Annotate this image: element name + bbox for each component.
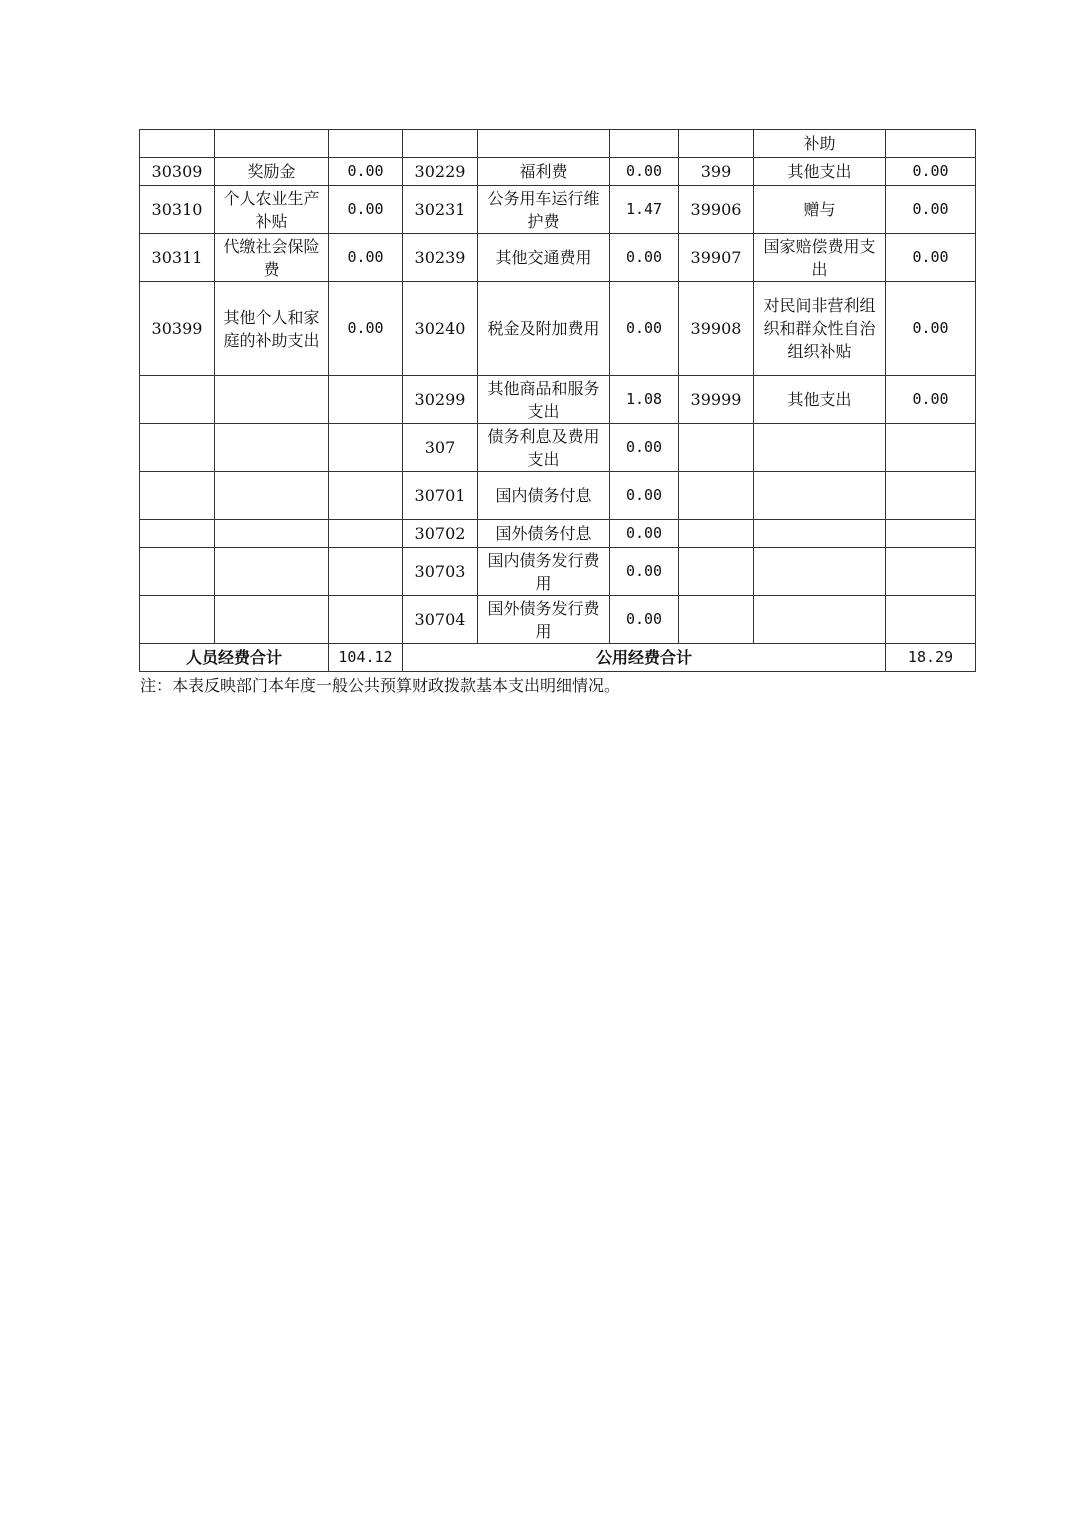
- amount-cell: [329, 376, 403, 424]
- subject-name-cell: 公务用车运行维护费: [478, 186, 610, 234]
- table-row: [140, 472, 976, 520]
- table-row: [140, 520, 976, 548]
- amount-cell: [886, 472, 976, 520]
- subject-name-cell: 税金及附加费用: [478, 282, 610, 376]
- table-row: [140, 234, 976, 282]
- subject-name-cell: [754, 424, 886, 472]
- amount-cell: [329, 472, 403, 520]
- subject-code-cell: [140, 548, 215, 596]
- subject-name-cell: [215, 548, 329, 596]
- amount-cell: [886, 424, 976, 472]
- amount-cell: 0.00: [610, 158, 679, 186]
- subject-code-cell: 30701: [403, 472, 478, 520]
- subject-code-cell: 30299: [403, 376, 478, 424]
- subject-name-cell: 赠与: [754, 186, 886, 234]
- subject-code-cell: [140, 424, 215, 472]
- subject-name-cell: [754, 596, 886, 644]
- subject-name-cell: [754, 548, 886, 596]
- subject-name-cell: 国外债务发行费用: [478, 596, 610, 644]
- subject-code-cell: 30309: [140, 158, 215, 186]
- amount-cell: [886, 548, 976, 596]
- subject-name-cell: [215, 520, 329, 548]
- amount-cell: [886, 130, 976, 158]
- amount-cell: [329, 130, 403, 158]
- amount-cell: [329, 596, 403, 644]
- subject-code-cell: 30239: [403, 234, 478, 282]
- subject-name-cell: [215, 376, 329, 424]
- subject-code-cell: [140, 472, 215, 520]
- subject-name-cell: [754, 472, 886, 520]
- amount-cell: 0.00: [886, 376, 976, 424]
- amount-cell: 0.00: [329, 234, 403, 282]
- subject-name-cell: 其他商品和服务支出: [478, 376, 610, 424]
- amount-cell: 0.00: [610, 424, 679, 472]
- subject-code-cell: 30399: [140, 282, 215, 376]
- amount-cell: [329, 520, 403, 548]
- subject-code-cell: 30229: [403, 158, 478, 186]
- amount-cell: 0.00: [886, 158, 976, 186]
- table-row: [140, 424, 976, 472]
- subject-code-cell: [140, 596, 215, 644]
- subject-name-cell: 其他支出: [754, 376, 886, 424]
- subject-code-cell: [679, 472, 754, 520]
- subject-code-cell: [679, 548, 754, 596]
- amount-cell: [610, 130, 679, 158]
- subject-code-cell: 39908: [679, 282, 754, 376]
- amount-cell: 0.00: [329, 186, 403, 234]
- subject-code-cell: [140, 376, 215, 424]
- subject-code-cell: 30231: [403, 186, 478, 234]
- subject-name-cell: 国外债务付息: [478, 520, 610, 548]
- amount-cell: 0.00: [886, 234, 976, 282]
- amount-cell: 0.00: [610, 596, 679, 644]
- subject-code-cell: 39907: [679, 234, 754, 282]
- amount-cell: [329, 424, 403, 472]
- subject-code-cell: 30311: [140, 234, 215, 282]
- table-row: [140, 596, 976, 644]
- subject-code-cell: [679, 520, 754, 548]
- table-row: [140, 376, 976, 424]
- subject-name-cell: 其他支出: [754, 158, 886, 186]
- subject-name-cell: 福利费: [478, 158, 610, 186]
- amount-cell: 1.47: [610, 186, 679, 234]
- subject-name-cell: [754, 520, 886, 548]
- amount-cell: [329, 548, 403, 596]
- table-row: [140, 548, 976, 596]
- subject-name-cell: 国内债务付息: [478, 472, 610, 520]
- subject-name-cell: 奖励金: [215, 158, 329, 186]
- subject-name-cell: [215, 472, 329, 520]
- subject-code-cell: 30703: [403, 548, 478, 596]
- amount-cell: 0.00: [610, 234, 679, 282]
- amount-cell: 0.00: [329, 158, 403, 186]
- amount-cell: 0.00: [886, 282, 976, 376]
- subject-code-cell: [140, 130, 215, 158]
- subject-name-cell: 债务利息及费用支出: [478, 424, 610, 472]
- subject-name-cell: [478, 130, 610, 158]
- table-row: [140, 130, 976, 158]
- totals-row: [140, 644, 976, 672]
- subject-code-cell: [403, 130, 478, 158]
- table-row: [140, 158, 976, 186]
- subject-name-cell: [215, 424, 329, 472]
- subject-code-cell: [679, 596, 754, 644]
- amount-cell: [886, 596, 976, 644]
- subject-name-cell: 国家赔偿费用支出: [754, 234, 886, 282]
- subject-code-cell: 39906: [679, 186, 754, 234]
- amount-cell: 0.00: [329, 282, 403, 376]
- subject-code-cell: 30240: [403, 282, 478, 376]
- amount-cell: [886, 520, 976, 548]
- expenditure-detail-table: [139, 129, 976, 672]
- table-row: [140, 186, 976, 234]
- subject-name-cell: 个人农业生产补贴: [215, 186, 329, 234]
- subject-name-cell: [215, 130, 329, 158]
- subject-code-cell: [140, 520, 215, 548]
- subject-code-cell: 399: [679, 158, 754, 186]
- table-footnote: 注：本表反映部门本年度一般公共预算财政拨款基本支出明细情况。: [140, 676, 621, 695]
- subject-name-cell: 代缴社会保险费: [215, 234, 329, 282]
- subject-name-cell: [215, 596, 329, 644]
- amount-cell: 0.00: [610, 520, 679, 548]
- amount-cell: 0.00: [886, 186, 976, 234]
- subject-code-cell: 307: [403, 424, 478, 472]
- public-total-label: 公用经费合计: [403, 644, 886, 672]
- subject-code-cell: 30310: [140, 186, 215, 234]
- table-row: [140, 282, 976, 376]
- amount-cell: 1.08: [610, 376, 679, 424]
- amount-cell: 0.00: [610, 472, 679, 520]
- subject-name-cell: 其他交通费用: [478, 234, 610, 282]
- personnel-total-label: 人员经费合计: [140, 644, 329, 672]
- public-total-value: 18.29: [886, 644, 976, 672]
- subject-code-cell: 30704: [403, 596, 478, 644]
- subject-code-cell: 30702: [403, 520, 478, 548]
- subject-code-cell: [679, 424, 754, 472]
- subject-name-cell: 补助: [754, 130, 886, 158]
- personnel-total-value: 104.12: [329, 644, 403, 672]
- subject-code-cell: [679, 130, 754, 158]
- amount-cell: 0.00: [610, 282, 679, 376]
- amount-cell: 0.00: [610, 548, 679, 596]
- subject-name-cell: 国内债务发行费用: [478, 548, 610, 596]
- subject-name-cell: 对民间非营利组织和群众性自治组织补贴: [754, 282, 886, 376]
- subject-code-cell: 39999: [679, 376, 754, 424]
- subject-name-cell: 其他个人和家庭的补助支出: [215, 282, 329, 376]
